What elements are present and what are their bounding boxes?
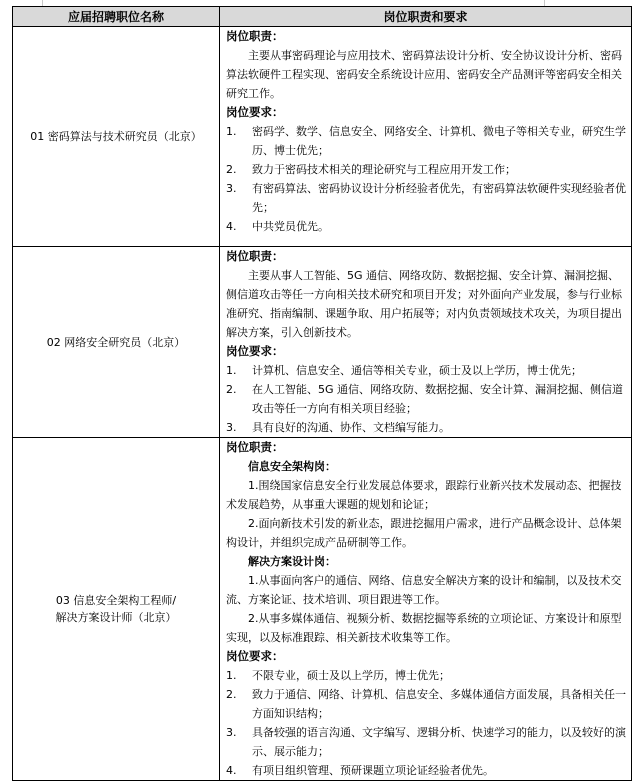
list-item: 3. 具有良好的沟通、协作、文档编写能力。 <box>226 421 450 434</box>
duty-heading: 岗位职责： <box>226 440 284 454</box>
list-item: 3. 具备较强的语言沟通、文字编写、逻辑分析、快速学习的能力，以及较好的演示、展示能力； <box>226 726 626 758</box>
list-item: 2. 在人工智能、5G 通信、网络攻防、数据挖掘、安全计算、漏洞挖掘、侧信道攻击等任一方向有相关项目经验； <box>226 383 624 415</box>
duty-heading: 岗位职责： <box>226 249 284 263</box>
list-item: 2. 致力于通信、网络、计算机、信息安全、多媒体通信方面发展，具备相关任一方面知识结构； <box>226 688 626 720</box>
table-row <box>13 27 632 247</box>
list-item: 4. 有项目组织管理、预研课题立项论证经验者优先。 <box>226 764 494 777</box>
position-name: 02 网络安全研究员（北京） <box>13 247 220 438</box>
list-item: 1. 不限专业，硕士及以上学历，博士优先； <box>226 669 450 682</box>
sub-heading: 解决方案设计岗： <box>248 555 336 568</box>
list-item: 1. 密码学、数学、信息安全、网络安全、计算机、微电子等相关专业，研究生学历、博士优先； <box>226 125 626 157</box>
duty-text: 2.从事多媒体通信、视频分析、数据挖掘等系统的立项论证、方案设计和原型实现，以及标准跟踪、相关新技术收集等工作。 <box>226 612 622 644</box>
req-heading: 岗位要求： <box>226 649 284 663</box>
list-item: 3. 有密码算法、密码协议设计分析经验者优先，有密码算法软硬件实现经验者优先； <box>226 182 626 214</box>
position-name-line2: 解决方案设计师（北京） <box>55 611 177 624</box>
req-heading: 岗位要求： <box>226 344 284 358</box>
table-header-row <box>13 7 632 27</box>
duty-text: 1.从事面向客户的通信、网络、信息安全解决方案的设计和编制，以及技术交流、方案论证、技术培训、项目跟进等工作。 <box>226 574 622 606</box>
duty-text: 主要从事密码理论与应用技术、密码算法设计分析、安全协议设计分析、密码算法软硬件工程实现、密码安全系统设计应用、密码安全产品测评等密码安全相关研究工作。 <box>226 49 622 100</box>
table-row <box>13 247 632 438</box>
position-name-line1: 03 信息安全架构工程师/ <box>55 594 177 607</box>
job-table <box>12 6 632 781</box>
header-position-name: 应届招聘职位名称 <box>13 7 220 27</box>
position-name: 01 密码算法与技术研究员（北京） <box>13 27 220 247</box>
header-duties: 岗位职责和要求 <box>220 7 632 27</box>
position-name <box>13 438 220 781</box>
position-details <box>220 438 632 781</box>
sub-heading: 信息安全架构岗： <box>248 460 336 473</box>
duty-text: 主要从事人工智能、5G 通信、网络攻防、数据挖掘、安全计算、漏洞挖掘、侧信道攻击等任一方向相关技术研究和项目开发；对外面向产业发展，参与行业标准研究、指南编制、课题争取、用户拓展等；对内负责领域技术攻关，为项目提出解决方案，引入创新技术。 <box>226 269 622 339</box>
req-heading: 岗位要求： <box>226 105 284 119</box>
table-row <box>13 438 632 781</box>
list-item: 4. 中共党员优先。 <box>226 220 329 233</box>
duty-heading: 岗位职责： <box>226 29 284 43</box>
position-details <box>220 247 632 438</box>
position-details <box>220 27 632 247</box>
duty-text: 1.围绕国家信息安全行业发展总体要求，跟踪行业新兴技术发展动态、把握技术发展趋势，从事重大课题的规划和论证； <box>226 479 622 511</box>
list-item: 1. 计算机、信息安全、通信等相关专业，硕士及以上学历，博士优先； <box>226 364 582 377</box>
duty-text: 2.面向新技术引发的新业态，跟进挖掘用户需求，进行产品概念设计、总体架构设计，并组织完成产品研制等工作。 <box>226 517 622 549</box>
list-item: 2. 致力于密码技术相关的理论研究与工程应用开发工作； <box>226 163 516 176</box>
